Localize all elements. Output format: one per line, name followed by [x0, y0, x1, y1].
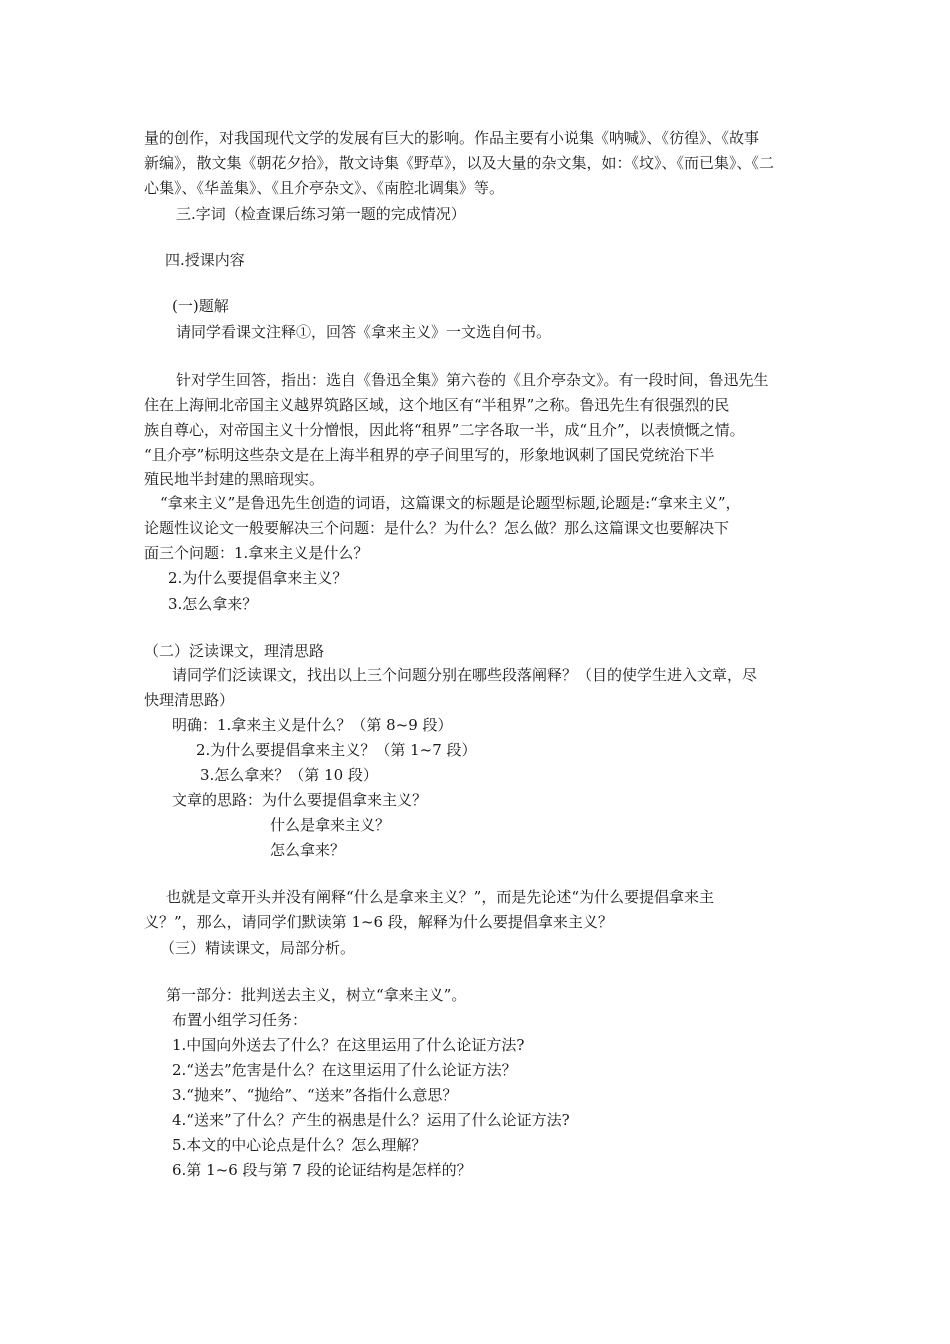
text-line: 面三个问题：1.拿来主义是什么？ [144, 544, 369, 562]
text-line: “且介亭”标明这些杂文是在上海半租界的亭子间里写的，形象地讽刺了国民党统治下半 [144, 446, 715, 464]
list-item: 明确：1.拿来主义是什么？（第 8~9 段） [172, 716, 453, 734]
text-line: 针对学生回答，指出：选自《鲁迅全集》第六卷的《且介亭杂文》。有一段时间，鲁迅先生 [176, 371, 769, 389]
list-item: 3.怎么拿来？ [168, 595, 258, 613]
text-line: 第一部分：批判送去主义，树立“拿来主义”。 [166, 986, 467, 1004]
list-item: 2.为什么要提倡拿来主义？（第 1~7 段） [196, 741, 477, 759]
list-item: 6.第 1~6 段与第 7 段的论证结构是怎样的？ [172, 1161, 472, 1179]
subsection-heading: (一)题解 [172, 297, 229, 315]
section-heading: 三.字词（检查课后练习第一题的完成情况） [176, 205, 466, 223]
text-line: 族自尊心，对帝国主义十分憎恨，因此将“租界”二字各取一半，成“且介”，以表愤慨之情。 [144, 421, 745, 439]
text-line: 什么是拿来主义？ [270, 816, 391, 834]
text-line: 殖民地半封建的黑暗现实。 [144, 470, 325, 488]
subsection-heading: （二）泛读课文，理清思路 [144, 642, 325, 660]
text-line: 心集》、《华盖集》、《且介亭杂文》、《南腔北调集》等。 [144, 179, 505, 197]
list-item: 4.“送来”了什么？产生的祸患是什么？运用了什么论证方法? [172, 1111, 570, 1129]
text-line: 文章的思路：为什么要提倡拿来主义？ [172, 791, 428, 809]
section-heading: 四.授课内容 [165, 251, 245, 269]
text-line: 住在上海闸北帝国主义越界筑路区域，这个地区有“半租界”之称。鲁迅先生有很强烈的民 [144, 396, 730, 414]
list-item: 3.“抛来”、“抛给”、“送来”各指什么意思？ [172, 1086, 458, 1104]
text-line: 义？”，那么，请同学们默读第 1~6 段，解释为什么要提倡拿来主义？ [144, 913, 613, 931]
text-line: “拿来主义”是鲁迅先生创造的词语，这篇课文的标题是论题型标题,论题是:“拿来主义”， [160, 494, 741, 512]
subsection-heading: （三）精读课文，局部分析。 [160, 939, 356, 957]
text-line: 快理清思路） [144, 691, 235, 709]
text-line: 布置小组学习任务： [172, 1011, 308, 1029]
text-line: 量的创作，对我国现代文学的发展有巨大的影响。作品主要有小说集《呐喊》、《彷徨》、《故事 [144, 129, 760, 147]
list-item: 3.怎么拿来？（第 10 段） [200, 766, 378, 784]
text-line: 请同学们泛读课文，找出以上三个问题分别在哪些段落阐释？（目的使学生进入文章，尽 [172, 666, 758, 684]
text-line: 怎么拿来？ [270, 841, 346, 859]
text-line: 论题性议论文一般要解决三个问题：是什么？为什么？怎么做？那么这篇课文也要解决下 [144, 519, 730, 537]
text-line: 也就是文章开头并没有阐释“什么是拿来主义？”，而是先论述“为什么要提倡拿来主 [166, 888, 715, 906]
list-item: 5.本文的中心论点是什么？怎么理解？ [172, 1136, 427, 1154]
list-item: 1.中国向外送去了什么？在这里运用了什么论证方法? [172, 1036, 525, 1054]
text-line: 请同学看课文注释①，回答《拿来主义》一文选自何书。 [176, 323, 552, 341]
text-line: 新编》，散文集《朝花夕拾》，散文诗集《野草》，以及大量的杂文集，如：《坟》、《而已集》、《二 [144, 154, 775, 172]
list-item: 2.为什么要提倡拿来主义？ [168, 569, 348, 587]
list-item: 2.“送去”危害是什么？在这里运用了什么论证方法？ [172, 1061, 517, 1079]
